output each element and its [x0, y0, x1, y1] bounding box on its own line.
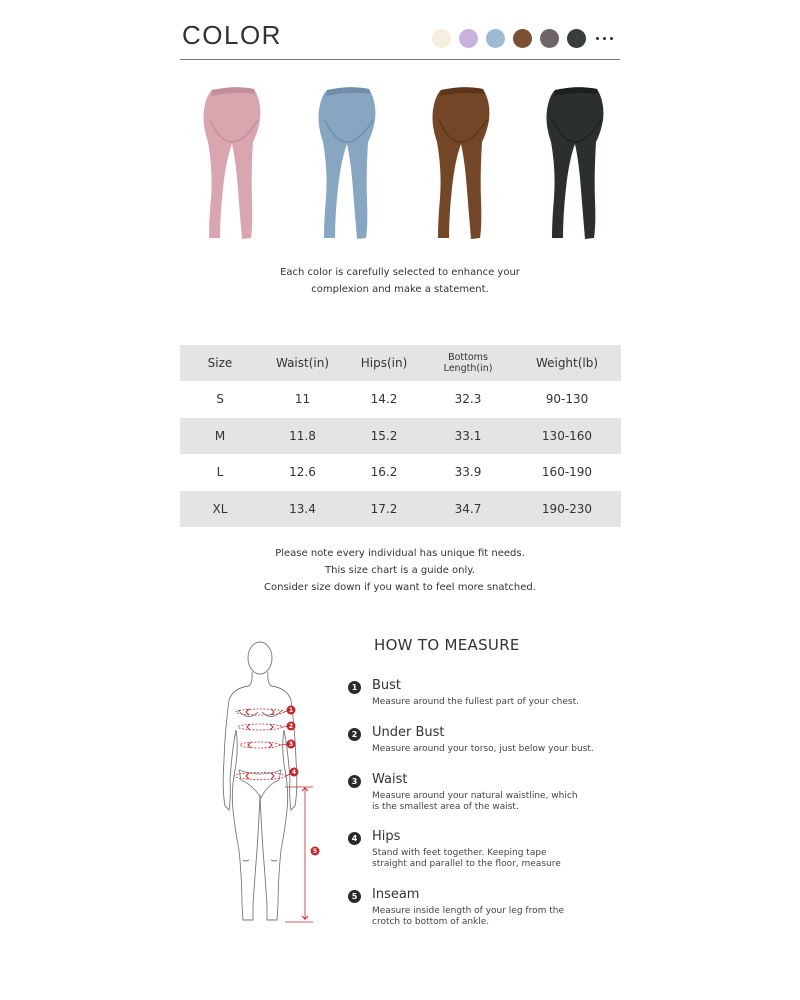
- step-title: Under Bust: [372, 725, 445, 740]
- step-title: Bust: [372, 678, 402, 693]
- cell-hips: 14.2: [370, 392, 398, 407]
- color-heading: COLOR: [182, 20, 282, 50]
- cell-size: S: [216, 392, 224, 407]
- marker-5-label: 5: [312, 848, 318, 856]
- arrow-heads: [246, 709, 308, 919]
- color-swatch-cream[interactable]: [432, 29, 451, 48]
- legging-image-pink: [180, 80, 290, 250]
- header-hips: Hips(in): [360, 356, 408, 370]
- size-chart-table: [180, 345, 621, 527]
- size-disclaimer: Please note every individual has unique fit needs. This size chart is a guide only. Consider size down if you want to feel more snatched.: [264, 548, 536, 593]
- step-description: Measure inside length of your leg from the crotch to bottom of ankle.: [372, 906, 564, 927]
- cell-waist: 11.8: [289, 428, 316, 443]
- body-measurement-figure: [205, 630, 335, 930]
- cell-waist: 11: [294, 392, 311, 407]
- step-number-badge: 4: [348, 832, 361, 845]
- color-description: Each color is carefully selected to enhance your complexion and make a statement.: [280, 267, 520, 295]
- cell-bottoms-length: 32.3: [454, 392, 482, 407]
- color-swatch-charcoal[interactable]: [567, 29, 586, 48]
- step-title: Hips: [372, 829, 401, 844]
- step-number-badge: 2: [348, 728, 361, 741]
- cell-weight: 130-160: [541, 428, 593, 443]
- step-description: Measure around the fullest part of your chest.: [372, 697, 579, 707]
- table-row: [180, 418, 621, 455]
- step-title: Inseam: [372, 887, 420, 902]
- step-description: Measure around your natural waistline, which is the smallest area of the waist.: [372, 791, 578, 812]
- cell-bottoms-length: 34.7: [454, 501, 482, 516]
- cell-bottoms-length: 33.9: [454, 465, 482, 480]
- step-title: Waist: [372, 772, 408, 787]
- table-row: [180, 491, 621, 528]
- header-divider: [180, 59, 620, 60]
- header-size: Size: [207, 356, 233, 370]
- marker-4-label: 4: [291, 769, 297, 777]
- color-swatch-lavender[interactable]: [459, 29, 478, 48]
- cell-size: XL: [212, 501, 228, 516]
- cell-bottoms-length: 33.1: [454, 428, 482, 443]
- legging-image-brown: [409, 80, 519, 250]
- cell-hips: 16.2: [370, 465, 398, 480]
- cell-hips: 15.2: [370, 428, 398, 443]
- body-outline: [223, 642, 297, 920]
- marker-1-label: 1: [288, 707, 294, 715]
- cell-weight: 190-230: [541, 501, 593, 516]
- marker-2-label: 2: [288, 723, 294, 731]
- cell-weight: 90-130: [545, 392, 589, 407]
- step-number-badge: 1: [348, 681, 361, 694]
- cell-waist: 12.6: [289, 465, 316, 480]
- header-weight: Weight(lb): [535, 356, 599, 370]
- step-description: Measure around your torso, just below your bust.: [372, 744, 594, 754]
- step-number-badge: 5: [348, 890, 361, 903]
- legging-image-blue: [295, 80, 405, 250]
- table-row: [180, 454, 621, 491]
- marker-3-label: 3: [288, 741, 294, 749]
- header-waist: Waist(in): [275, 356, 330, 370]
- cell-size: M: [214, 428, 226, 443]
- legging-color-gallery: [180, 80, 620, 250]
- cell-size: L: [216, 465, 224, 480]
- header-bottoms-length: Bottoms Length(in): [443, 352, 493, 374]
- step-description: Stand with feet together. Keeping tape straight and parallel to the floor, measure: [372, 848, 561, 869]
- color-swatch-taupe[interactable]: [540, 29, 559, 48]
- legging-image-black: [523, 80, 633, 250]
- measurement-lines: [234, 709, 313, 922]
- color-swatches: [432, 28, 617, 48]
- underwear-outline: [239, 770, 281, 798]
- more-colors-icon[interactable]: [596, 37, 617, 40]
- cell-waist: 13.4: [289, 501, 316, 516]
- color-swatch-blue[interactable]: [486, 29, 505, 48]
- color-swatch-brown[interactable]: [513, 29, 532, 48]
- how-to-measure-heading: HOW TO MEASURE: [374, 636, 520, 654]
- size-chart-header-row: [180, 345, 621, 381]
- cell-hips: 17.2: [370, 501, 398, 516]
- table-row: [180, 381, 621, 418]
- step-number-badge: 3: [348, 775, 361, 788]
- cell-weight: 160-190: [541, 465, 593, 480]
